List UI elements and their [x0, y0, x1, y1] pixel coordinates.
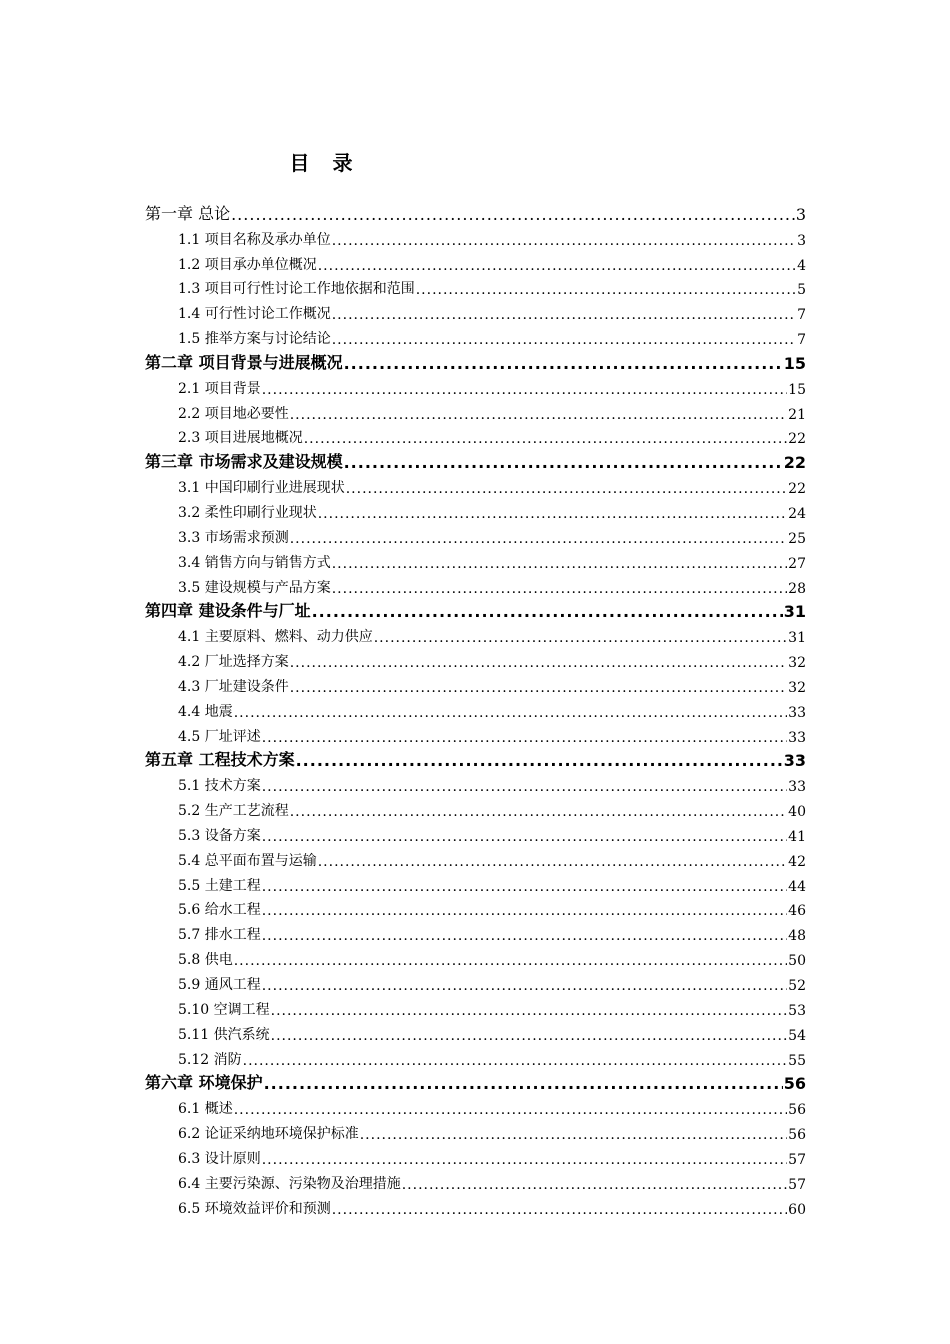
- toc-leader-dots: [262, 730, 787, 746]
- toc-section-entry[interactable]: [145, 1118, 806, 1143]
- toc-page-number: 52: [788, 978, 806, 994]
- toc-section-entry[interactable]: [145, 895, 806, 920]
- toc-page-number: 53: [788, 1002, 806, 1019]
- toc-entry-label: 第五章 工程技术方案: [145, 750, 295, 770]
- toc-section-entry[interactable]: [145, 298, 806, 323]
- toc-leader-dots: [290, 531, 787, 547]
- toc-leader-dots: [264, 1074, 783, 1093]
- toc-section-entry[interactable]: [145, 994, 806, 1019]
- toc-entry-label: 3.1 中国印刷行业进展现状: [178, 480, 345, 497]
- toc-leader-dots: [262, 1152, 787, 1168]
- toc-page-number: 28: [788, 580, 806, 597]
- toc-entry-label: 6.3 设计原则: [178, 1150, 261, 1167]
- toc-section-entry[interactable]: [145, 944, 806, 969]
- toc-entry-label: 5.6 给水工程: [178, 902, 261, 919]
- toc-entry-label: 5.12 消防: [178, 1051, 242, 1068]
- toc-section-entry[interactable]: [145, 770, 806, 795]
- toc-page-number: 55: [788, 1052, 806, 1069]
- toc-leader-dots: [296, 751, 783, 770]
- toc-section-entry[interactable]: [145, 721, 806, 746]
- toc-section-entry[interactable]: [145, 522, 806, 547]
- toc-entry-label: 5.3 设备方案: [178, 827, 261, 844]
- toc-entry-label: 第一章 总论: [145, 203, 231, 223]
- toc-page-number: 22: [788, 481, 806, 498]
- table-of-contents: [145, 199, 806, 1218]
- toc-entry-label: 6.1 概述: [178, 1101, 233, 1118]
- toc-leader-dots: [262, 928, 787, 944]
- toc-page-number: 56: [788, 1102, 806, 1119]
- toc-page-number: 48: [788, 928, 806, 945]
- toc-entry-label: 1.4 可行性讨论工作概况: [178, 306, 331, 323]
- toc-section-entry[interactable]: [145, 845, 806, 870]
- toc-leader-dots: [271, 1003, 788, 1019]
- toc-entry-label: 3.3 市场需求预测: [178, 529, 289, 546]
- toc-leader-dots: [290, 680, 787, 696]
- toc-page-number: 15: [788, 381, 806, 398]
- toc-chapter-entry[interactable]: [145, 348, 806, 373]
- toc-leader-dots: [332, 307, 796, 323]
- toc-entry-label: 5.4 总平面布置与运输: [178, 852, 317, 869]
- toc-leader-dots: [332, 233, 796, 249]
- toc-entry-label: 第二章 项目背景与进展概况: [145, 352, 343, 372]
- toc-page-number: 15: [783, 353, 806, 373]
- toc-page-number: 31: [783, 602, 806, 622]
- toc-page-number: 24: [788, 505, 806, 522]
- toc-page-number: 27: [788, 555, 806, 572]
- toc-leader-dots: [262, 879, 787, 895]
- toc-leader-dots: [243, 1053, 788, 1069]
- toc-entry-label: 2.3 项目进展地概况: [178, 430, 303, 447]
- toc-leader-dots: [234, 705, 787, 721]
- toc-entry-label: 5.7 排水工程: [178, 927, 261, 944]
- toc-entry-label: 1.1 项目名称及承办单位: [178, 231, 331, 248]
- toc-page-number: 3: [795, 204, 806, 224]
- toc-entry-label: 4.5 厂址评述: [178, 728, 261, 745]
- toc-page-number: 33: [788, 704, 806, 721]
- toc-entry-label: 3.5 建设规模与产品方案: [178, 579, 331, 596]
- toc-page-number: 4: [797, 257, 806, 274]
- toc-entry-label: 5.2 生产工艺流程: [178, 803, 289, 820]
- toc-section-entry[interactable]: [145, 274, 806, 299]
- toc-page-number: 22: [783, 453, 806, 473]
- toc-page-number: 56: [788, 1127, 806, 1144]
- toc-leader-dots: [290, 407, 787, 423]
- toc-leader-dots: [318, 258, 796, 274]
- toc-chapter-entry[interactable]: [145, 199, 806, 224]
- toc-page-number: 54: [788, 1027, 806, 1044]
- toc-page-number: 60: [788, 1201, 806, 1218]
- toc-section-entry[interactable]: [145, 696, 806, 721]
- toc-entry-label: 5.11 供汽系统: [178, 1026, 270, 1043]
- toc-entry-label: 3.2 柔性印刷行业现状: [178, 504, 317, 521]
- toc-entry-label: 1.5 推举方案与讨论结论: [178, 331, 331, 348]
- toc-leader-dots: [234, 953, 787, 969]
- toc-leader-dots: [332, 332, 796, 348]
- toc-section-entry[interactable]: [145, 572, 806, 597]
- toc-leader-dots: [332, 556, 787, 572]
- toc-leader-dots: [262, 903, 787, 919]
- toc-entry-label: 1.2 项目承办单位概况: [178, 256, 317, 273]
- toc-leader-dots: [262, 779, 787, 795]
- toc-entry-label: 第四章 建设条件与厂址: [145, 601, 311, 621]
- toc-page-number: 7: [797, 307, 806, 324]
- toc-entry-label: 5.1 技术方案: [178, 778, 261, 795]
- toc-leader-dots: [402, 1177, 787, 1193]
- toc-page-number: 25: [788, 530, 806, 547]
- toc-entry-label: 6.4 主要污染源、污染物及治理措施: [178, 1175, 401, 1192]
- toc-section-entry[interactable]: [145, 472, 806, 497]
- toc-leader-dots: [416, 282, 796, 298]
- toc-section-entry[interactable]: [145, 398, 806, 423]
- toc-page-number: 57: [788, 1176, 806, 1193]
- toc-leader-dots: [290, 655, 787, 671]
- toc-entry-label: 1.3 项目可行性讨论工作地依据和范围: [178, 281, 415, 298]
- toc-section-entry[interactable]: [145, 547, 806, 572]
- toc-entry-label: 4.2 厂址选择方案: [178, 654, 289, 671]
- toc-entry-label: 3.4 销售方向与销售方式: [178, 554, 331, 571]
- toc-page-number: 33: [783, 751, 806, 771]
- toc-leader-dots: [234, 1102, 787, 1118]
- toc-section-entry[interactable]: [145, 1193, 806, 1218]
- toc-leader-dots: [271, 1028, 788, 1044]
- toc-entry-label: 5.8 供电: [178, 952, 233, 969]
- toc-entry-label: 2.2 项目地必要性: [178, 405, 289, 422]
- toc-page-number: 41: [788, 828, 806, 845]
- toc-section-entry[interactable]: [145, 249, 806, 274]
- toc-page-number: 56: [783, 1074, 806, 1094]
- toc-chapter-entry[interactable]: [145, 447, 806, 472]
- toc-entry-label: 4.4 地震: [178, 703, 233, 720]
- toc-entry-label: 5.5 土建工程: [178, 877, 261, 894]
- toc-page-number: 46: [788, 903, 806, 920]
- toc-page-number: 22: [788, 431, 806, 448]
- toc-leader-dots: [262, 382, 787, 398]
- toc-leader-dots: [344, 453, 783, 472]
- toc-leader-dots: [262, 978, 787, 994]
- toc-section-entry[interactable]: [145, 671, 806, 696]
- toc-chapter-entry[interactable]: [145, 746, 806, 771]
- toc-section-entry[interactable]: [145, 373, 806, 398]
- toc-leader-dots: [374, 630, 787, 646]
- toc-page-number: 32: [788, 655, 806, 672]
- toc-leader-dots: [344, 354, 783, 373]
- toc-section-entry[interactable]: [145, 820, 806, 845]
- toc-leader-dots: [318, 506, 787, 522]
- toc-section-entry[interactable]: [145, 646, 806, 671]
- toc-page-number: 32: [788, 679, 806, 696]
- toc-section-entry[interactable]: [145, 224, 806, 249]
- toc-section-entry[interactable]: [145, 497, 806, 522]
- toc-entry-label: 5.9 通风工程: [178, 977, 261, 993]
- toc-leader-dots: [332, 1202, 787, 1218]
- toc-page-number: 42: [788, 853, 806, 870]
- toc-entry-label: 5.10 空调工程: [178, 1001, 270, 1018]
- toc-entry-label: 4.3 厂址建设条件: [178, 678, 289, 695]
- toc-page-number: 57: [788, 1151, 806, 1168]
- toc-title: 目 录: [289, 151, 361, 175]
- toc-page-number: 5: [797, 282, 806, 299]
- toc-page-number: 7: [797, 332, 806, 349]
- toc-section-entry[interactable]: [145, 870, 806, 895]
- toc-section-entry[interactable]: [145, 621, 806, 646]
- toc-leader-dots: [231, 205, 795, 224]
- toc-leader-dots: [304, 431, 787, 447]
- toc-page-number: 33: [788, 779, 806, 796]
- toc-page-number: 3: [797, 232, 806, 249]
- toc-section-entry[interactable]: [145, 1168, 806, 1193]
- toc-section-entry[interactable]: [145, 1044, 806, 1069]
- toc-page-number: 44: [788, 878, 806, 895]
- toc-section-entry[interactable]: [145, 423, 806, 448]
- toc-page-number: 21: [788, 406, 806, 423]
- toc-entry-label: 第三章 市场需求及建设规模: [145, 452, 343, 472]
- toc-leader-dots: [360, 1127, 787, 1143]
- toc-page-number: 40: [788, 804, 806, 821]
- toc-leader-dots: [312, 602, 783, 621]
- toc-section-entry[interactable]: [145, 795, 806, 820]
- toc-entry-label: 4.1 主要原料、燃料、动力供应: [178, 629, 373, 646]
- toc-section-entry[interactable]: [145, 1143, 806, 1168]
- toc-chapter-entry[interactable]: [145, 597, 806, 622]
- toc-leader-dots: [290, 804, 787, 820]
- toc-page-number: 33: [788, 729, 806, 746]
- toc-page-number: 50: [788, 953, 806, 970]
- toc-leader-dots: [318, 854, 787, 870]
- toc-section-entry[interactable]: [145, 1093, 806, 1118]
- toc-entry-label: 6.5 环境效益评价和预测: [178, 1200, 331, 1217]
- toc-leader-dots: [332, 581, 787, 597]
- toc-section-entry[interactable]: [145, 1019, 806, 1044]
- toc-section-entry[interactable]: [145, 969, 806, 994]
- toc-chapter-entry[interactable]: [145, 1069, 806, 1094]
- toc-entry-label: 6.2 论证采纳地环境保护标准: [178, 1126, 359, 1143]
- toc-section-entry[interactable]: [145, 919, 806, 944]
- toc-page-number: 31: [788, 630, 806, 647]
- toc-leader-dots: [262, 829, 787, 845]
- toc-section-entry[interactable]: [145, 323, 806, 348]
- toc-leader-dots: [346, 481, 787, 497]
- toc-entry-label: 2.1 项目背景: [178, 380, 261, 397]
- toc-entry-label: 第六章 环境保护: [145, 1073, 263, 1093]
